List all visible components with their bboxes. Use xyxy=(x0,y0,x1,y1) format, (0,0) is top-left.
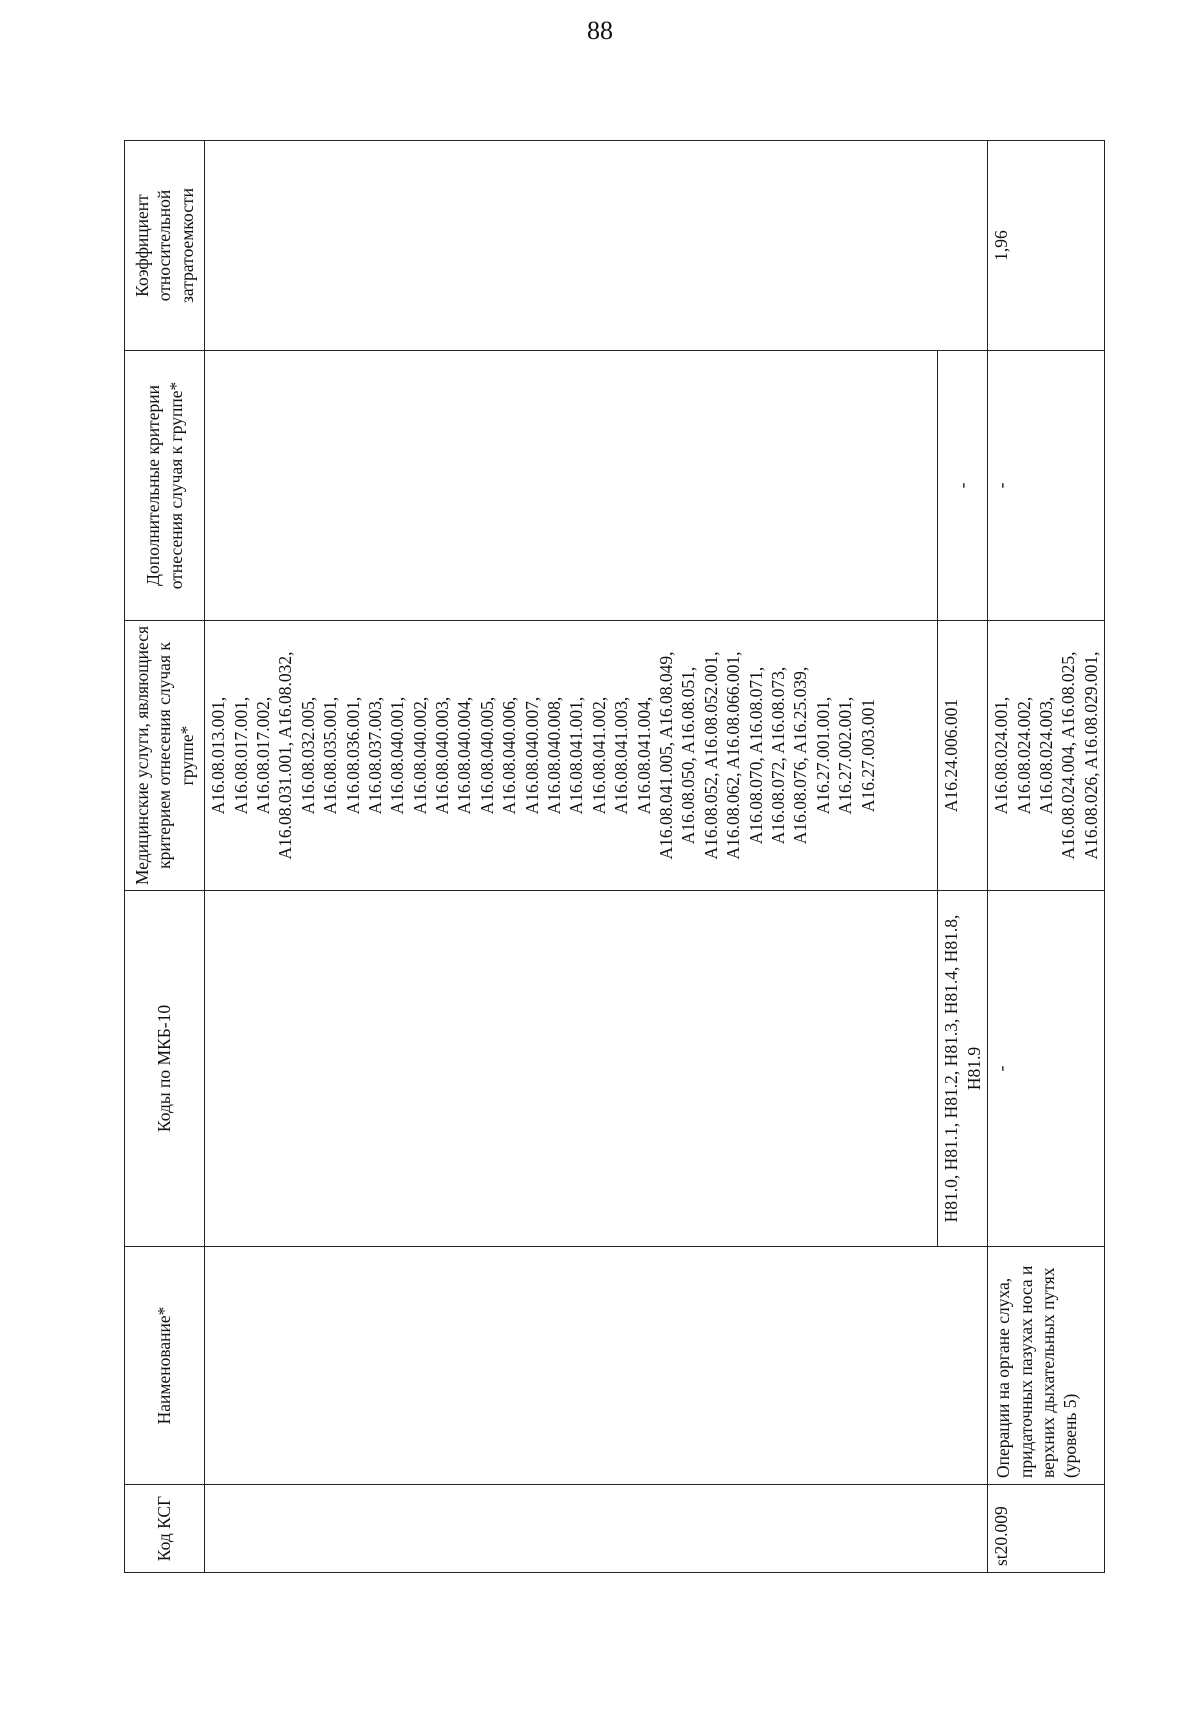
service-code: A16.08.017.001, xyxy=(230,696,251,815)
cell-services-continued xyxy=(205,621,938,891)
service-code: A16.08.040.008, xyxy=(544,696,565,815)
cell-mkb-h81: H81.0, H81.1, H81.2, H81.3, H81.4, H81.8, H81.9 xyxy=(938,891,988,1247)
service-code: A16.08.052, A16.08.052.001, xyxy=(700,651,721,860)
service-code: A16.08.031.001, A16.08.032, xyxy=(275,651,296,860)
service-code: A16.08.037.003, xyxy=(364,696,385,815)
service-code: A16.08.024.004, A16.08.025, xyxy=(1058,651,1079,860)
header-mkb: Коды по МКБ-10 xyxy=(125,891,205,1247)
service-code: A16.08.062, A16.08.066.001, xyxy=(723,651,744,860)
service-code: A16.08.040.002, xyxy=(409,696,430,815)
service-code: A16.08.076, A16.25.039, xyxy=(790,666,811,845)
cell-coef-continued xyxy=(205,141,988,351)
service-code: A16.08.024.003, xyxy=(1035,696,1056,815)
cell-code-st20-009: st20.009 xyxy=(988,1485,1105,1573)
cell-services-h81: A16.24.006.001 xyxy=(938,621,988,891)
service-code: A16.08.070, A16.08.071, xyxy=(745,666,766,845)
service-code: A16.08.041.001, xyxy=(566,696,587,815)
header-code: Код КСГ xyxy=(125,1485,205,1573)
service-code: A16.08.024.001, xyxy=(991,696,1012,815)
service-code: A16.27.002.001, xyxy=(835,696,856,815)
cell-name-st20-009: Операции на органе слуха, придаточных пазухах носа и верхних дыхательных путях (уровень 5) xyxy=(988,1247,1105,1485)
table-header-row xyxy=(125,141,205,1573)
service-code: A16.08.040.006, xyxy=(499,696,520,815)
table-row-continued xyxy=(205,141,938,1573)
service-code: A16.08.032.005, xyxy=(297,696,318,815)
cell-services-st20-009 xyxy=(988,621,1105,891)
rotated-table-container xyxy=(124,141,1101,1573)
header-services: Медицинские услуги, являющиеся критерием отнесения случая к группе* xyxy=(125,621,205,891)
cell-mkb-continued xyxy=(205,891,938,1247)
service-code: A16.08.041.004, xyxy=(633,696,654,815)
service-code: A16.08.036.001, xyxy=(342,696,363,815)
service-code: A16.08.050, A16.08.051, xyxy=(678,666,699,845)
service-code: A16.08.041.005, A16.08.049, xyxy=(655,651,676,860)
cell-criteria-st20-009: - xyxy=(988,351,1105,621)
service-code: A16.08.072, A16.08.073, xyxy=(767,666,788,845)
service-code: A16.08.040.003, xyxy=(432,696,453,815)
cell-criteria-h81: - xyxy=(938,351,988,621)
service-code: A16.08.040.001, xyxy=(387,696,408,815)
header-coef: Коэффициент относительной затратоемкости xyxy=(125,141,205,351)
service-code: A16.08.035.001, xyxy=(320,696,341,815)
header-name: Наименование* xyxy=(125,1247,205,1485)
cell-mkb-st20-009: - xyxy=(988,891,1105,1247)
service-code: A16.08.026, A16.08.029.001, xyxy=(1080,651,1101,860)
header-criteria: Дополнительные критерии отнесения случая к группе* xyxy=(125,351,205,621)
service-code: A16.27.003.001 xyxy=(857,698,878,813)
service-code: A16.08.041.002, xyxy=(588,696,609,815)
cell-name-continued xyxy=(205,1247,988,1485)
cell-coef-st20-009: 1,96 xyxy=(988,141,1105,351)
service-code: A16.08.013.001, xyxy=(208,696,229,815)
cell-criteria-continued xyxy=(205,351,938,621)
page-number: 88 xyxy=(587,16,613,45)
service-code: A16.08.024.002, xyxy=(1013,696,1034,815)
table-row-st20-009 xyxy=(988,141,1105,1573)
cell-code-continued xyxy=(205,1485,988,1573)
ksg-table xyxy=(124,140,1105,1573)
service-code: A16.08.040.005, xyxy=(476,696,497,815)
service-code: A16.08.041.003, xyxy=(611,696,632,815)
service-code: A16.08.040.004, xyxy=(454,696,475,815)
service-code: A16.08.017.002, xyxy=(252,696,273,815)
service-code: A16.27.001.001, xyxy=(812,696,833,815)
service-code: A16.08.040.007, xyxy=(521,696,542,815)
